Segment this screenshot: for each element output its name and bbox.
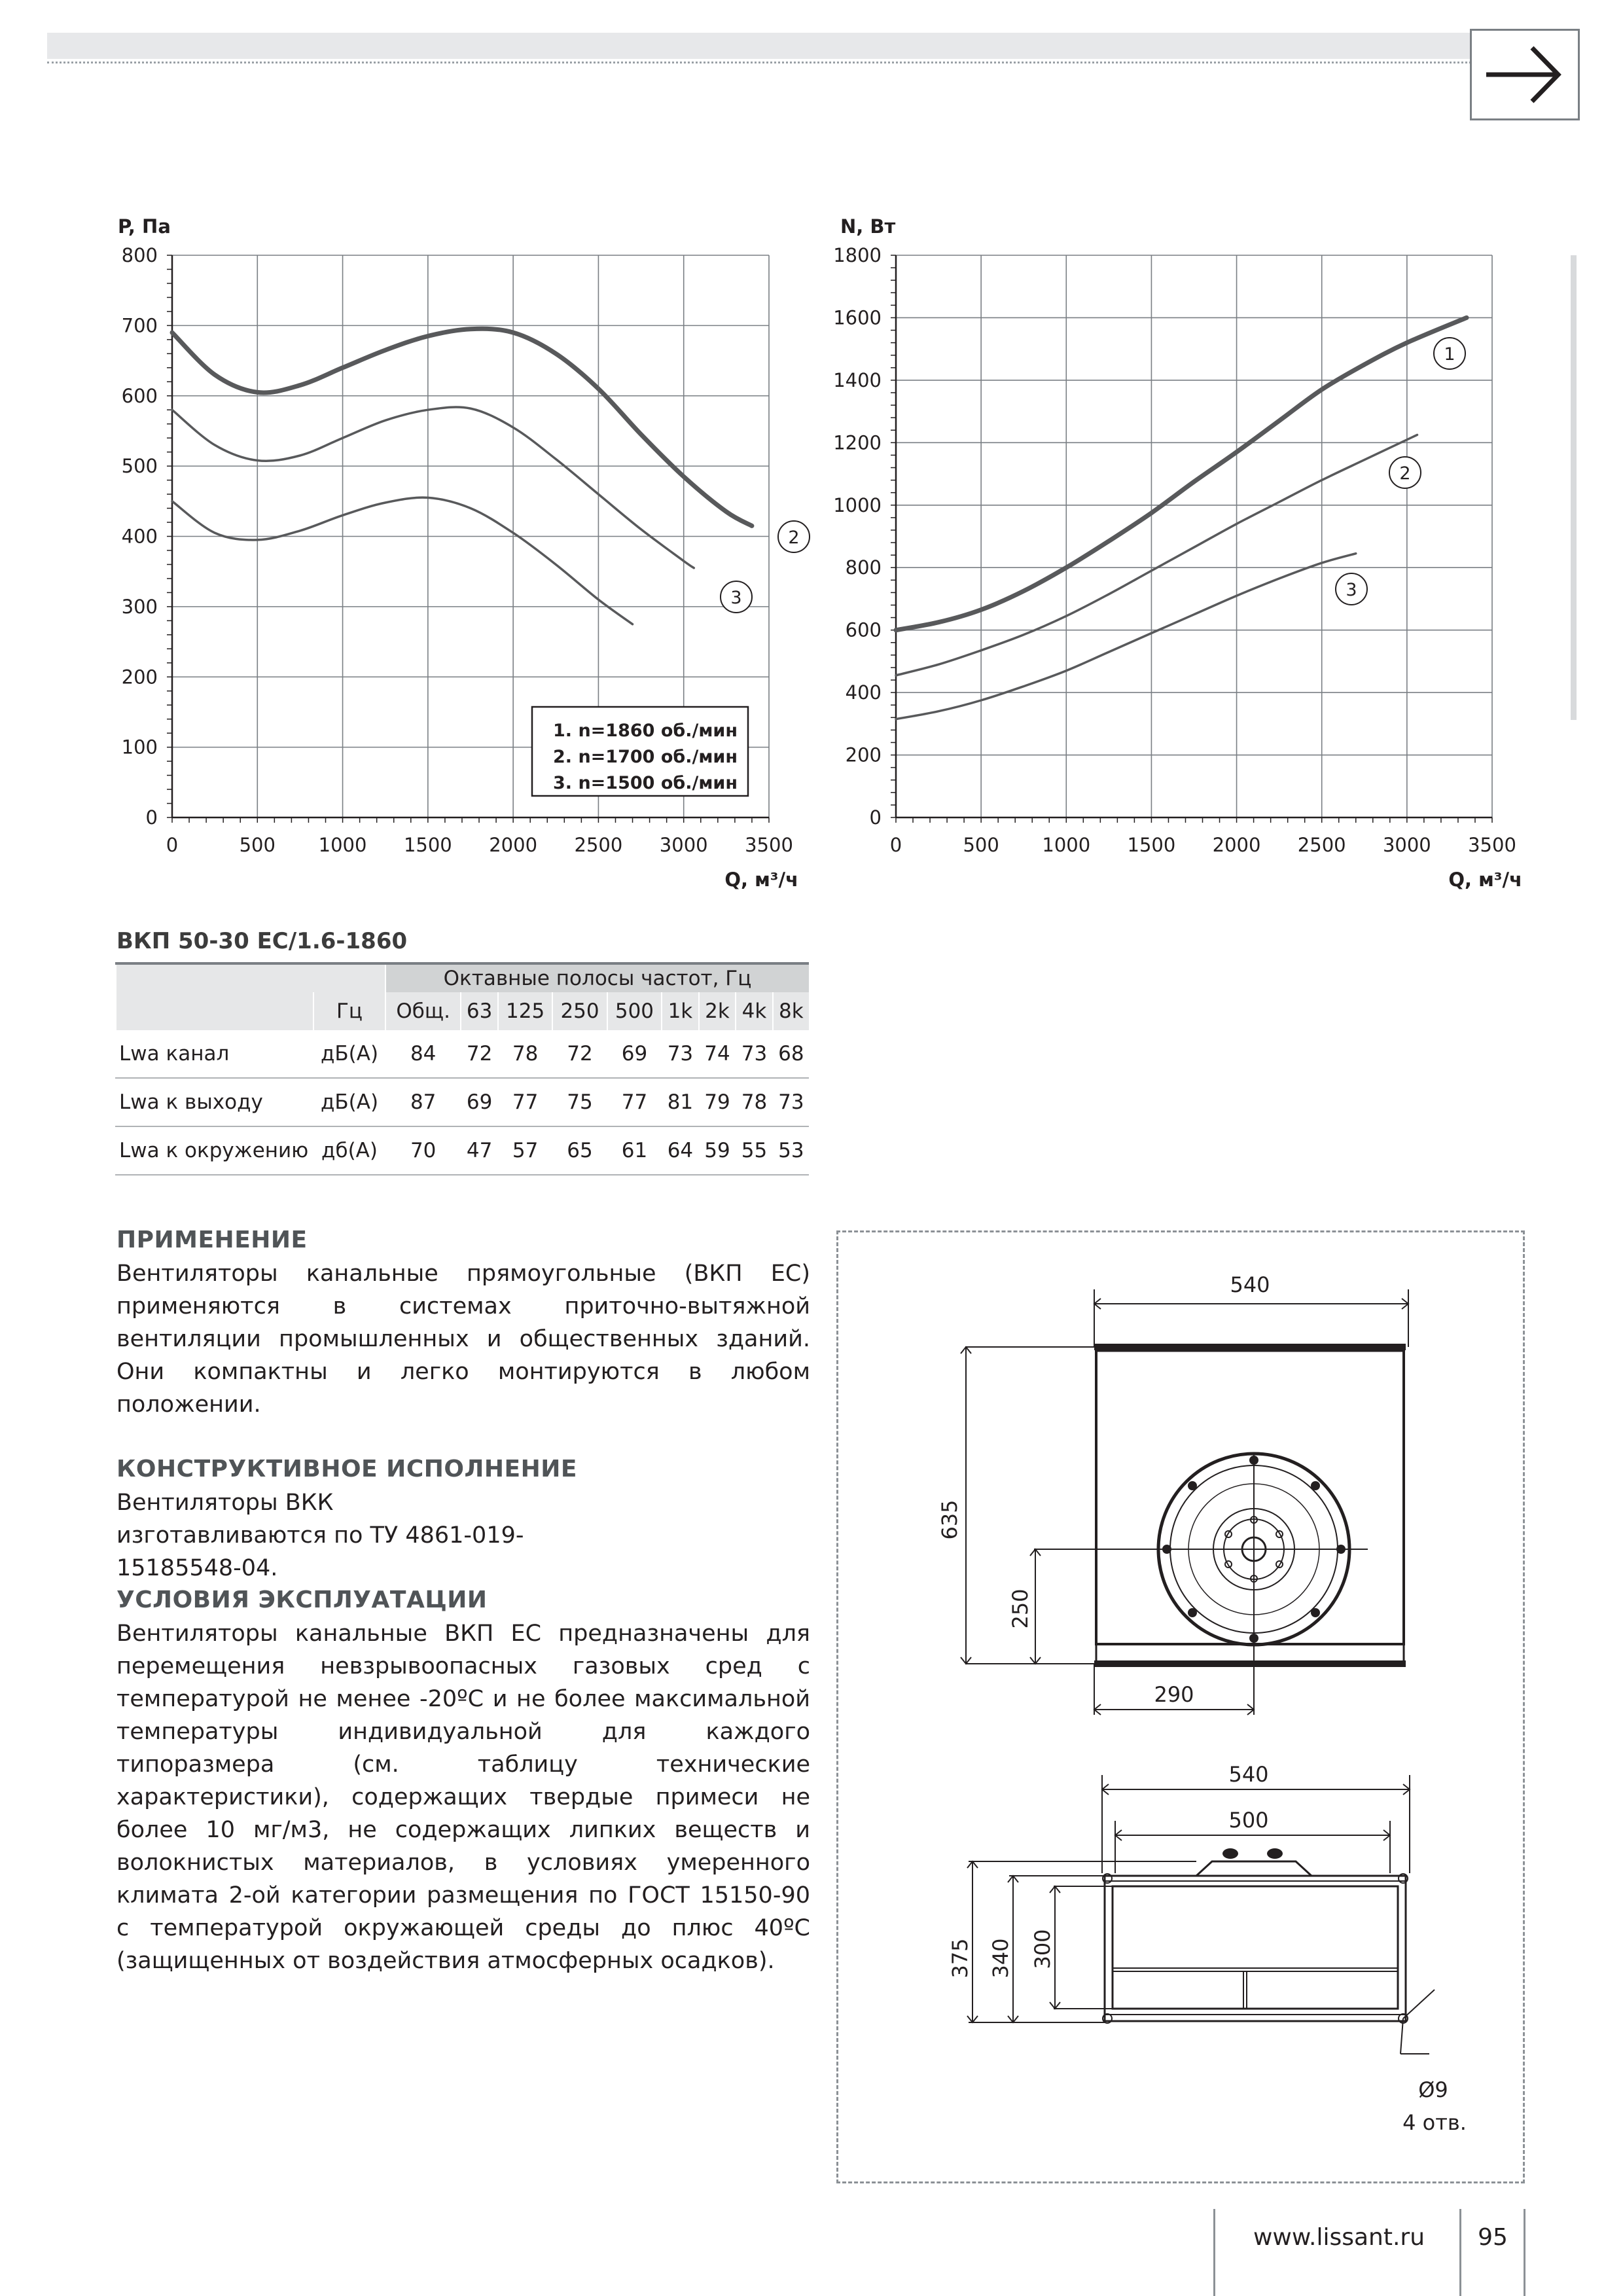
y-tick-label: 800	[845, 556, 882, 579]
hole-count: 4 отв.	[1402, 2110, 1467, 2135]
curve-label: 3	[730, 588, 742, 608]
y-tick-label: 800	[121, 244, 158, 266]
x-tick-label: 2000	[489, 834, 538, 856]
col-1k: 1k	[662, 992, 699, 1030]
y-tick-label: 0	[869, 806, 882, 829]
pressure-curves	[172, 329, 818, 624]
col-8k: 8k	[773, 992, 809, 1030]
header-bar	[47, 33, 1577, 59]
col-63: 63	[461, 992, 498, 1030]
section-construction	[116, 1456, 810, 1585]
right-arrow-icon	[1472, 31, 1578, 118]
table-row: Lwa канал дБ(А) 84 72 78 72 69 73 74 73 68	[116, 1030, 809, 1078]
curve-label: 2	[788, 528, 800, 548]
section-title: КОНСТРУКТИВНОЕ ИСПОЛНЕНИЕ	[116, 1456, 577, 1482]
pressure-ylabel: P, Па	[118, 215, 171, 238]
y-tick-label: 300	[121, 595, 158, 618]
series-line-3	[172, 497, 633, 624]
x-tick-label: 3500	[1468, 834, 1516, 856]
pressure-legend	[532, 707, 748, 796]
footer-divider	[1524, 2209, 1525, 2296]
y-tick-label: 1600	[833, 306, 882, 329]
y-tick-label: 400	[845, 681, 882, 704]
footer-website-link[interactable]: www.lissant.ru	[1253, 2224, 1425, 2251]
power-chart	[818, 203, 1544, 903]
x-tick-label: 2500	[1297, 834, 1346, 856]
series-line-2	[896, 435, 1418, 675]
section-text: Вентиляторы канальные ВКП ЕС предназначены для перемещения невзрывоопасных газовых сред с температурой не менее -20ºС и не более максимальной температуры индивидуальной для каждого типоразмера (см. таблицу технические характеристики), содержащих твердые примеси не более 10 мг/м3, не содержащих липких веществ и волокнистых материалов, в условиях умеренного климата 2-ой категории размещения по ГОСТ 15150-90 с температурой окружающей среды до плюс 40ºС (защищенных от воздействия атмосферных осадков).	[116, 1621, 810, 1974]
legend-item-2: 2. n=1700 об./мин	[553, 747, 738, 767]
legend-item-1: 1. n=1860 об./мин	[553, 721, 738, 741]
y-tick-label: 200	[845, 744, 882, 766]
power-xlabel: Q, м³/ч	[1448, 869, 1522, 891]
x-tick-label: 1000	[318, 834, 367, 856]
y-tick-label: 400	[121, 525, 158, 548]
x-tick-label: 1000	[1042, 834, 1091, 856]
power-ylabel: N, Вт	[840, 215, 896, 238]
x-tick-label: 1500	[1127, 834, 1176, 856]
y-tick-label: 0	[145, 806, 158, 829]
y-tick-label: 100	[121, 736, 158, 759]
series-line-3	[896, 554, 1356, 719]
curve-label: 2	[1399, 463, 1411, 484]
legend-item-3: 3. n=1500 об./мин	[553, 773, 738, 793]
y-tick-label: 700	[121, 314, 158, 337]
dim-height: 635	[937, 1499, 962, 1540]
page-side-tab	[1571, 255, 1577, 720]
col-2k: 2k	[699, 992, 736, 1030]
x-tick-label: 3500	[745, 834, 793, 856]
x-tick-label: 0	[889, 834, 902, 856]
dim-side-width: 540	[1228, 1762, 1269, 1787]
power-xticks	[890, 834, 1516, 856]
dim-inner-width: 500	[1228, 1808, 1269, 1833]
noise-table	[115, 962, 809, 1175]
x-tick-label: 2500	[574, 834, 623, 856]
hole-diameter: Ø9	[1418, 2077, 1448, 2102]
pressure-chart	[98, 203, 818, 903]
section-operation	[116, 1587, 810, 1977]
y-tick-label: 1000	[833, 493, 882, 516]
table-row: Lwa к окружению дб(А) 70 47 57 65 61 64 59 55 53	[116, 1126, 809, 1175]
pressure-xlabel: Q, м³/ч	[724, 869, 798, 891]
pressure-yticks	[122, 244, 158, 829]
power-yticks	[833, 244, 882, 829]
x-tick-label: 1500	[403, 834, 452, 856]
header-dotted-rule	[47, 62, 1577, 63]
col-500: 500	[607, 992, 662, 1030]
section-text: Вентиляторы канальные прямоугольные (ВКП ЕС) применяются в системах приточно-вытяжной вентиляции промышленных и общественных зданий. Они компактны и легко монтируются в любом положении.	[116, 1261, 810, 1418]
dim-top-width: 540	[1230, 1272, 1270, 1297]
section-text: Вентиляторы ВКК изготавливаются по ТУ 4861-019-15185548-04.	[116, 1490, 524, 1581]
section-title: ПРИМЕНЕНИЕ	[116, 1227, 308, 1253]
table-row: Lwa к выходу дБ(А) 87 69 77 75 77 81 79 78 73	[116, 1078, 809, 1126]
dim-center-w: 290	[1154, 1682, 1194, 1707]
x-tick-label: 3000	[1382, 834, 1431, 856]
series-line-1	[172, 329, 752, 526]
y-tick-label: 200	[121, 666, 158, 689]
model-title: ВКП 50-30 ЕС/1.6-1860	[116, 928, 408, 954]
x-tick-label: 3000	[659, 834, 708, 856]
y-tick-label: 600	[845, 619, 882, 641]
dim-340: 340	[988, 1938, 1013, 1979]
curve-label: 3	[1346, 580, 1357, 600]
col-4k: 4k	[736, 992, 773, 1030]
pressure-xticks	[166, 834, 793, 856]
next-page-button[interactable]	[1470, 29, 1580, 120]
power-grid	[891, 255, 1492, 823]
col-250: 250	[552, 992, 607, 1030]
page-number: 95	[1478, 2224, 1508, 2251]
dim-300: 300	[1030, 1929, 1055, 1969]
octave-group-header: Октавные полосы частот, Гц	[385, 963, 809, 992]
col-hz: Гц	[313, 992, 385, 1030]
col-125: 125	[498, 992, 552, 1030]
footer-divider	[1459, 2209, 1461, 2296]
x-tick-label: 500	[963, 834, 999, 856]
y-tick-label: 1800	[833, 244, 882, 266]
section-application	[116, 1227, 810, 1421]
dim-center-h: 250	[1008, 1588, 1033, 1629]
series-line-2	[172, 407, 694, 568]
y-tick-label: 1400	[833, 368, 882, 391]
x-tick-label: 2000	[1212, 834, 1261, 856]
x-tick-label: 0	[166, 834, 179, 856]
section-title: УСЛОВИЯ ЭКСПЛУАТАЦИИ	[116, 1587, 488, 1613]
y-tick-label: 500	[121, 455, 158, 478]
x-tick-label: 500	[239, 834, 276, 856]
footer-divider	[1213, 2209, 1215, 2296]
dimension-drawing	[838, 1232, 1520, 2178]
y-tick-label: 600	[121, 384, 158, 407]
col-total: Общ.	[385, 992, 461, 1030]
curve-label: 1	[1444, 344, 1455, 365]
y-tick-label: 1200	[833, 431, 882, 454]
dim-375: 375	[948, 1938, 972, 1979]
